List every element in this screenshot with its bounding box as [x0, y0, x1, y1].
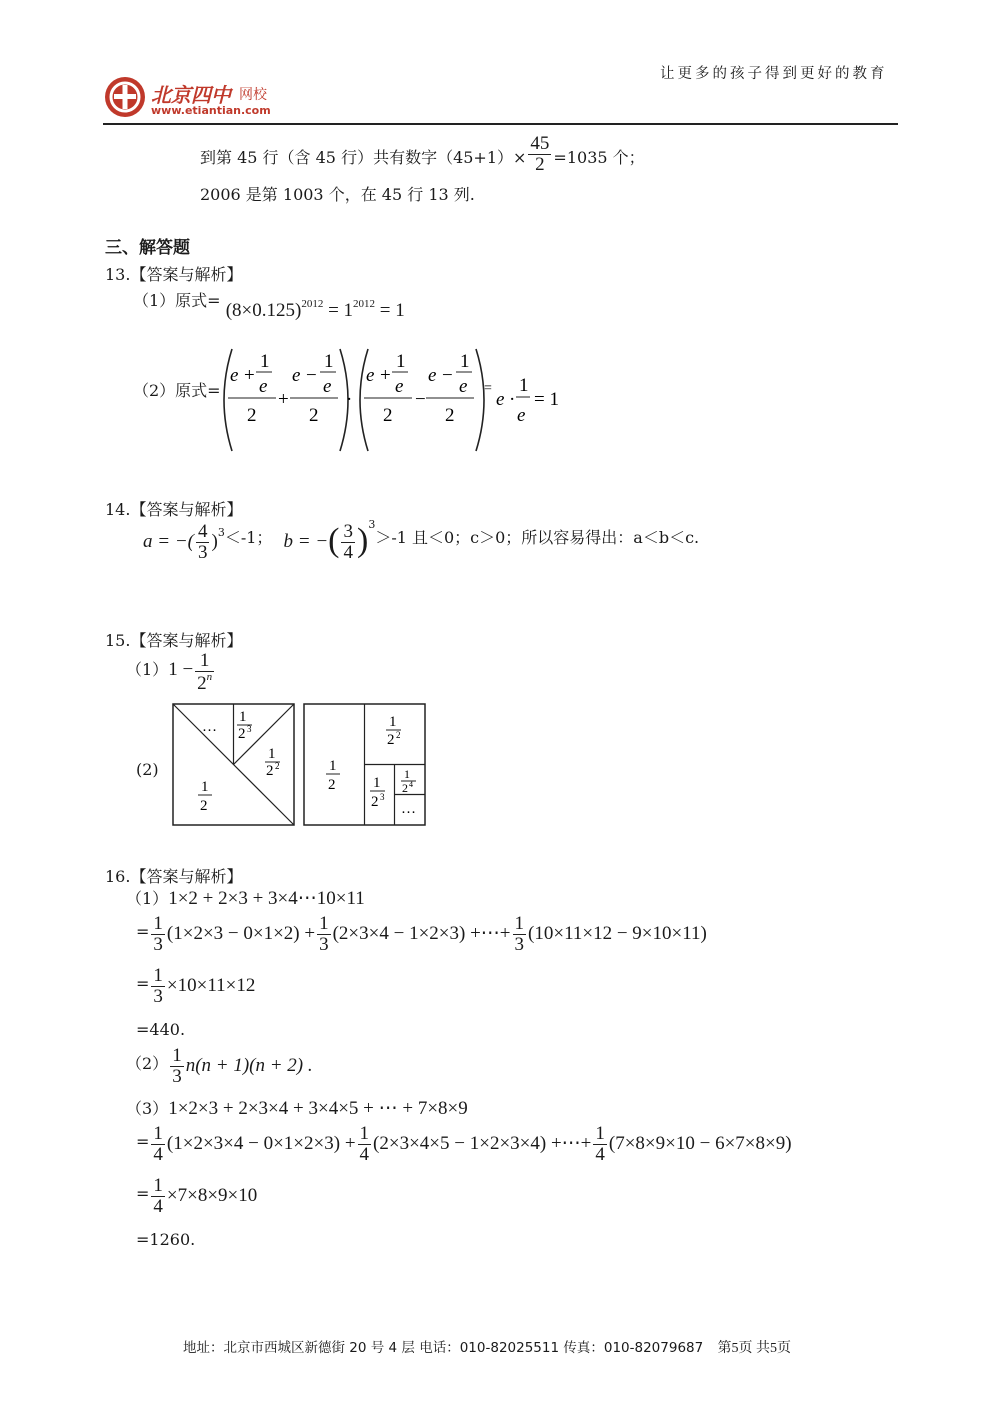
footer [183, 1336, 791, 1357]
svg-text:2: 2 [200, 798, 208, 814]
svg-text:·: · [509, 389, 516, 410]
svg-text:2: 2 [275, 761, 280, 771]
q16-part3-line1: （3）1×2×3 + 2×3×4 + 3×4×5 + ⋯ + 7×8×9 [126, 1098, 468, 1119]
e-sym: e [230, 365, 239, 386]
svg-text:1: 1 [373, 775, 381, 791]
footer-address: 地址：北京市西城区新德街 20 号 4 层 电话：010-82025511 传真：010-82079687 [183, 1340, 704, 1356]
q16-part1-line3: = $\frac{1}{3}$ ×10×11×12 [136, 965, 256, 1007]
q13-part2-formula [214, 345, 574, 455]
svg-text:e: e [366, 365, 375, 386]
svg-text:1: 1 [239, 709, 247, 725]
q14-answer: a = −( $\frac{4}{3}$ )$^3$＜-1； b = −( $\frac{3}{4}$ )$^3$＞-1 且＜0；c＞0；所以容易得出：a＜b＜c. [143, 518, 700, 563]
svg-text:1: 1 [404, 767, 410, 781]
svg-text:+: + [380, 365, 391, 386]
svg-text:−: − [306, 365, 317, 386]
svg-text:1: 1 [389, 714, 397, 730]
q16-part1-result: =440. [136, 1020, 186, 1039]
q16-part3-result: =1260. [136, 1230, 196, 1249]
svg-text:2: 2 [328, 777, 336, 793]
svg-text:e: e [395, 376, 404, 397]
svg-text:·: · [346, 389, 353, 410]
q15-part1: （1）1 − $\frac{1}{2^n}$ [126, 650, 213, 694]
svg-text:1: 1 [324, 351, 334, 372]
prev-line-2: 2006 是第 1003 个，在 45 行 13 列. [200, 185, 475, 204]
svg-text:…: … [401, 801, 416, 817]
q13-label: 13.【答案与解析】 [105, 265, 243, 284]
svg-text:= 1: = 1 [534, 389, 559, 410]
svg-text:1: 1 [268, 746, 276, 762]
svg-text:1: 1 [519, 375, 529, 396]
svg-text:1: 1 [396, 351, 406, 372]
svg-text:e: e [517, 405, 526, 426]
q16-part2: （2） $\frac{1}{3}$ n(n + 1)(n + 2) . [126, 1045, 313, 1087]
svg-text:1: 1 [329, 758, 337, 774]
svg-text:2: 2 [238, 726, 246, 742]
svg-text:2: 2 [266, 763, 274, 779]
svg-text:4: 4 [409, 780, 413, 789]
logo-suffix: 网校 [239, 87, 267, 103]
q16-label: 16.【答案与解析】 [105, 867, 243, 886]
svg-text:+: + [278, 389, 289, 410]
svg-text:e: e [259, 376, 268, 397]
svg-text:=: = [484, 381, 492, 396]
logo-url: www.etiantian.com [151, 104, 271, 117]
q16-part3-line3: = $\frac{1}{4}$ ×7×8×9×10 [136, 1175, 258, 1217]
logo-school-name: 北京四中 [151, 83, 231, 107]
section-title: 三、解答题 [105, 238, 190, 258]
logo [103, 75, 303, 125]
svg-text:e: e [496, 389, 505, 410]
q16-part1-line1: （1）1×2 + 2×3 + 3×4⋯10×11 [126, 888, 365, 909]
svg-text:e: e [428, 365, 437, 386]
svg-text:2: 2 [247, 405, 257, 426]
svg-text:−: − [442, 365, 453, 386]
svg-text:3: 3 [380, 792, 385, 802]
q15-part2-label: (2) [136, 760, 159, 779]
svg-text:2: 2 [387, 732, 395, 748]
square-diagram-right [303, 703, 427, 827]
q16-part3-line2: = $\frac{1}{4}$ (1×2×3×4 − 0×1×2×3) + $\frac{1}{4}$ (2×3×4×5 − 1×2×3×4) +⋯+ $\frac{1}{4}$ (7×8×9×10 − 6×7×8×9) [136, 1123, 792, 1165]
svg-text:1: 1 [460, 351, 470, 372]
svg-text:2: 2 [445, 405, 455, 426]
svg-text:2: 2 [396, 730, 401, 740]
svg-text:2: 2 [371, 794, 379, 810]
header-rule [103, 123, 898, 125]
q14-label: 14.【答案与解析】 [105, 500, 243, 519]
q13-part2-label: （2）原式= [133, 381, 221, 400]
slogan: 让更多的孩子得到更好的教育 [660, 66, 888, 82]
svg-text:+: + [244, 365, 255, 386]
prev-line-1: 到第 45 行（含 45 行）共有数字（45+1）× $\frac{45}{2}$ =1035 个； [200, 133, 645, 175]
svg-text:e: e [459, 376, 468, 397]
svg-text:−: − [415, 389, 426, 410]
svg-text:2: 2 [309, 405, 319, 426]
svg-text:1: 1 [201, 779, 209, 795]
svg-text:2: 2 [383, 405, 393, 426]
square-diagram-left [172, 703, 296, 827]
footer-page: 第5页 共5页 [717, 1341, 792, 1356]
svg-text:e: e [323, 376, 332, 397]
q15-label: 15.【答案与解析】 [105, 631, 243, 650]
svg-text:e: e [292, 365, 301, 386]
ellipsis-label: … [202, 719, 217, 735]
svg-text:3: 3 [247, 724, 252, 734]
q16-part1-line2: = $\frac{1}{3}$ (1×2×3 − 0×1×2) + $\frac{1}{3}$ (2×3×4 − 1×2×3) +⋯+ $\frac{1}{3}$ (10×11×12 − 9×10×11) [136, 913, 707, 955]
one-sym: 1 [260, 351, 270, 372]
svg-text:2: 2 [402, 781, 408, 795]
q13-part1: （1）原式= $(8\times 0.125)^{2012} = 1^{2012} = 1$ [133, 291, 405, 321]
